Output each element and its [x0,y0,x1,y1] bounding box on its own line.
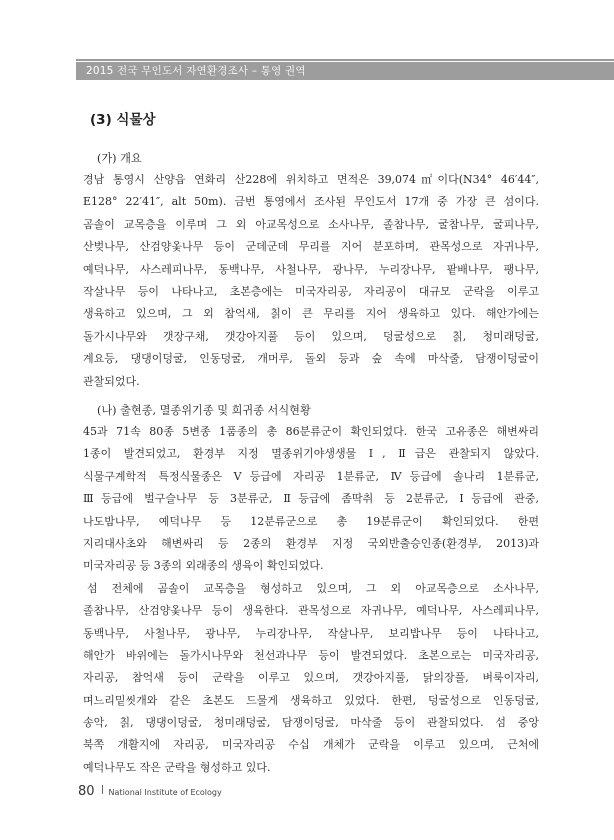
text-line: 지리대사초와 해변싸리 등 2종의 환경부 지정 국외반출승인종(환경부, 2013)과 [83,536,539,550]
text-line: 산벚나무, 산검양옻나무 등이 군데군데 무리를 지어 분포하며, 관목성으로 자귀나무, [83,240,539,254]
text-line: 섬 전체에 곰솔이 교목층을 형성하고 있으며, 그 외 아교목층으로 소사나무, [87,581,539,595]
text-line: 1종이 발견되었고, 환경부 지정 멸종위기야생생물 Ⅰ, Ⅱ급은 관찰되지 않았다. [83,447,539,461]
header-rule [76,59,614,61]
subsection-heading-overview: (가) 개요 [97,152,142,165]
text-line: 나도밤나무, 예덕나무 등 12분류군으로 총 19분류군이 확인되었다. 한편 [83,514,539,528]
text-line: 관찰되었다. [83,374,140,388]
species-status-paragraph [83,421,539,779]
page-number: 80 [78,784,95,799]
subsection-heading-species-status: (나) 출현종, 멸종위기종 및 희귀종 서식현황 [97,404,311,417]
text-line: 졸참나무, 산검양옻나무 등이 생육한다. 관목성으로 자귀나무, 예덕나무, 사스레피나무, [83,604,539,618]
text-line: 예덕나무, 사스레피나무, 동백나무, 사철나무, 광나무, 누리장나무, 팥배나무, 팽나무, [83,262,539,276]
text-line: 계요등, 댕댕이덩굴, 인동덩굴, 개머루, 돌외 등과 숲 속에 마삭줄, 담쟁이덩굴이 [83,352,539,366]
text-line: 자리공, 참억새 등이 군락을 이루고 있으며, 갯강아지풀, 닭의장풀, 벼룩이자리, [83,671,539,685]
text-line: 생육하고 있으며, 그 외 참억새, 칡이 큰 무리를 지어 생육하고 있다. 해안가에는 [83,307,539,321]
text-line: 며느리밑씻개와 같은 초본도 드물게 생육하고 있었다. 한편, 덩굴성으로 인동덩굴, [83,693,539,707]
text-line: 45과 71속 80종 5변종 1품종의 총 86분류군이 확인되었다. 한국 고유종은 해변싸리 [83,425,539,438]
text-line: 북쪽 개활지에 자리공, 미국자리공 수십 개체가 군락을 이루고 있으며, 근처에 [83,738,539,752]
text-line: 미국자리공 등 3종의 외래종의 생육이 확인되었다. [83,559,324,573]
text-line: Ⅲ등급에 벌구슬나무 등 3분류군, Ⅱ등급에 좀딱취 등 2분류군, Ⅰ등급에 관중, [83,492,539,506]
institute-name: National Institute of Ecology [108,788,222,797]
top-margin [0,0,614,48]
text-line: 송악, 칡, 댕댕이덩굴, 청미래덩굴, 담쟁이덩굴, 마삭줄 등이 관찰되었다. 섬 중앙 [83,716,539,730]
text-line: E128° 22′41″, alt 50m). 금번 통영에서 조사된 무인도서 17개 중 가장 큰 섬이다. [83,195,539,209]
running-title: 2015 전국 무인도서 자연환경조사 – 통영 권역 [86,65,306,77]
text-line: 곰솔이 교목층을 이루며 그 외 아교목성으로 소사나무, 졸참나무, 굴참나무, 굴피나무, [83,217,539,231]
text-line: 경남 통영시 산양읍 연화리 산228에 위치하고 면적은 39,074㎡이다(N34° 46′44″, [83,173,539,186]
text-line: 예덕나무도 작은 군락을 형성하고 있다. [83,760,271,774]
text-line: 식물구계학적 특정식물종은 Ⅴ등급에 자리공 1분류군, Ⅳ등급에 솔나리 1분류군, [83,469,539,483]
text-line: 동백나무, 사철나무, 광나무, 누리장나무, 작살나무, 보리밥나무 등이 나타나고, [83,626,539,640]
overview-paragraph [83,169,539,393]
section-title: (3) 식물상 [90,112,156,128]
footer-divider [102,785,103,794]
text-line: 해안가 바위에는 돌가시나무와 천선과나무 등이 발견되었다. 초본으로는 미국자리공, [83,648,539,662]
text-line: 돌가시나무와 갯장구채, 갯강아지풀 등이 있으며, 덩굴성으로 칡, 청미래덩굴, [83,329,539,343]
text-line: 작살나무 등이 나타나고, 초본층에는 미국자리공, 자리공이 대규모 군락을 이루고 [83,284,539,298]
page-footer [78,780,222,799]
